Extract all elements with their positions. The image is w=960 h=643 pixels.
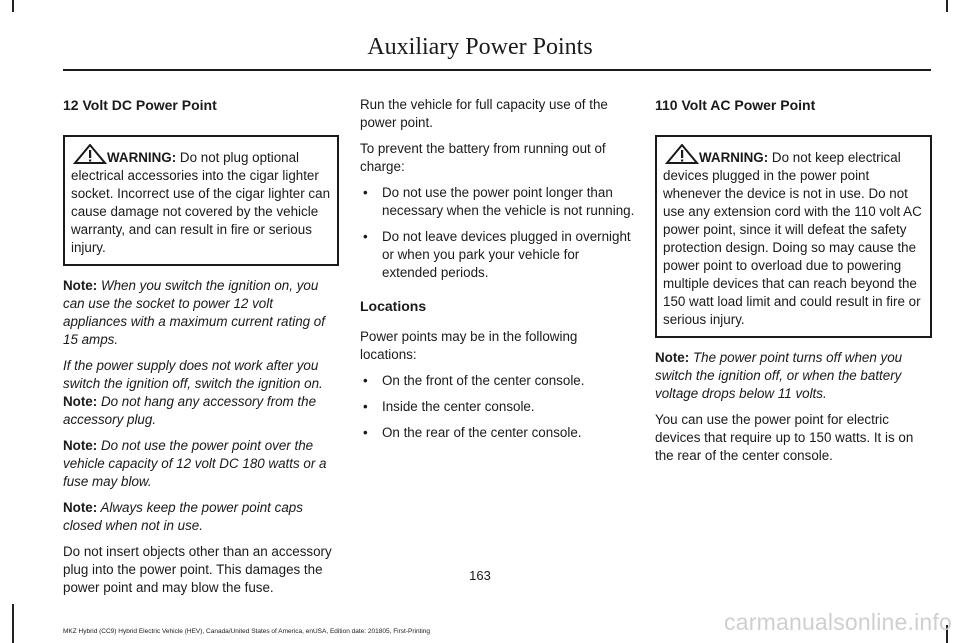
- warning-box-12v: [63, 135, 339, 266]
- note-text: Always keep the power point caps closed when not in use.: [63, 500, 303, 533]
- bullet-icon: •: [363, 185, 368, 200]
- warning-box-110v: [655, 135, 932, 338]
- body-paragraph: To prevent the battery from running out of charge:: [360, 141, 606, 174]
- list-item: [360, 372, 635, 390]
- warning-label: WARNING:: [699, 150, 769, 165]
- body-paragraph: You can use the power point for electric devices that require up to 150 watts. It is on the rear of the center console.: [655, 412, 914, 463]
- list-item-text: On the front of the center console.: [382, 373, 585, 388]
- note-text: If the power supply does not work after you switch the ignition off, switch the ignition on.: [63, 358, 323, 391]
- body-paragraph: Run the vehicle for full capacity use of the power point.: [360, 97, 608, 130]
- bullet-icon: •: [363, 425, 368, 440]
- list-item: [360, 184, 635, 220]
- list-item: [360, 228, 635, 282]
- note-paragraph: [63, 437, 339, 491]
- bullet-icon: •: [363, 229, 368, 244]
- note-paragraph: [63, 499, 339, 535]
- crop-mark-top-left: [12, 0, 14, 12]
- note-text: The power point turns off when you switch the ignition off, or when the battery voltage drops below 11 volts.: [655, 350, 903, 401]
- body-paragraph: Power points may be in the following locations:: [360, 329, 578, 362]
- note-label: Note:: [63, 500, 98, 515]
- note-label: Note:: [63, 438, 98, 453]
- page-number: 163: [469, 568, 491, 583]
- warning-label: WARNING:: [107, 150, 177, 165]
- footer-edition-text: MKZ Hybrid (CC9) Hybrid Electric Vehicle (HEV), Canada/United States of America, enUSA, Edition date: 201805, First-Printing: [63, 628, 431, 635]
- note-text: When you switch the ignition on, you can use the socket to power 12 volt appliances with a maximum current rating of 15 amps.: [63, 278, 325, 347]
- section-heading-12v: 12 Volt DC Power Point: [63, 97, 217, 113]
- section-heading-locations: Locations: [360, 298, 427, 314]
- column-middle: [360, 96, 635, 450]
- list-item-text: On the rear of the center console.: [382, 425, 582, 440]
- warning-triangle-icon: [665, 144, 699, 164]
- note-label: Note:: [63, 394, 98, 409]
- bullet-icon: •: [363, 399, 368, 414]
- page-header-title: Auxiliary Power Points: [367, 34, 593, 60]
- column-left: [63, 96, 339, 597]
- note-text: Do not hang any accessory from the accessory plug.: [63, 394, 317, 427]
- note-paragraph: [63, 277, 339, 349]
- note-label: Note:: [63, 278, 98, 293]
- header-rule: [63, 69, 931, 71]
- bullet-list: [360, 184, 635, 282]
- note-paragraph: [655, 349, 932, 403]
- crop-mark-bottom-left: [12, 604, 14, 643]
- column-right: [655, 96, 932, 465]
- note-label: Note:: [655, 350, 690, 365]
- note-text: Do not use the power point over the vehicle capacity of 12 volt DC 180 watts or a fuse may blow.: [63, 438, 327, 489]
- warning-triangle-icon: [73, 144, 107, 164]
- bullet-icon: •: [363, 373, 368, 388]
- body-paragraph: Do not insert objects other than an accessory plug into the power point. This damages the power point and may blow the fuse.: [63, 544, 332, 595]
- list-item: [360, 424, 635, 442]
- warning-text: Do not keep electrical devices plugged in the power point whenever the device is not in use. Do not use any extension cord with the 110 volt AC power point, since it will defeat the safety protection design. Doing so may cause the power point to overload due to powering multiple devices that can reach beyond the 150 watt load limit and could result in fire or serious injury.: [663, 150, 922, 327]
- note-paragraph: [63, 357, 339, 429]
- bullet-list: [360, 372, 635, 442]
- list-item-text: Do not leave devices plugged in overnight or when you park your vehicle for extended periods.: [382, 229, 631, 280]
- crop-mark-top-right: [946, 0, 948, 12]
- warning-text: Do not plug optional electrical accessories into the cigar lighter socket. Incorrect use of the cigar lighter can cause damage not covered by the vehicle warranty, and can result in fire or serious injury.: [71, 150, 331, 255]
- section-heading-110v: 110 Volt AC Power Point: [655, 97, 816, 113]
- list-item-text: Inside the center console.: [382, 399, 535, 414]
- list-item-text: Do not use the power point longer than necessary when the vehicle is not running.: [382, 185, 635, 218]
- watermark-text: carmanualsonline.info: [724, 609, 952, 635]
- list-item: [360, 398, 635, 416]
